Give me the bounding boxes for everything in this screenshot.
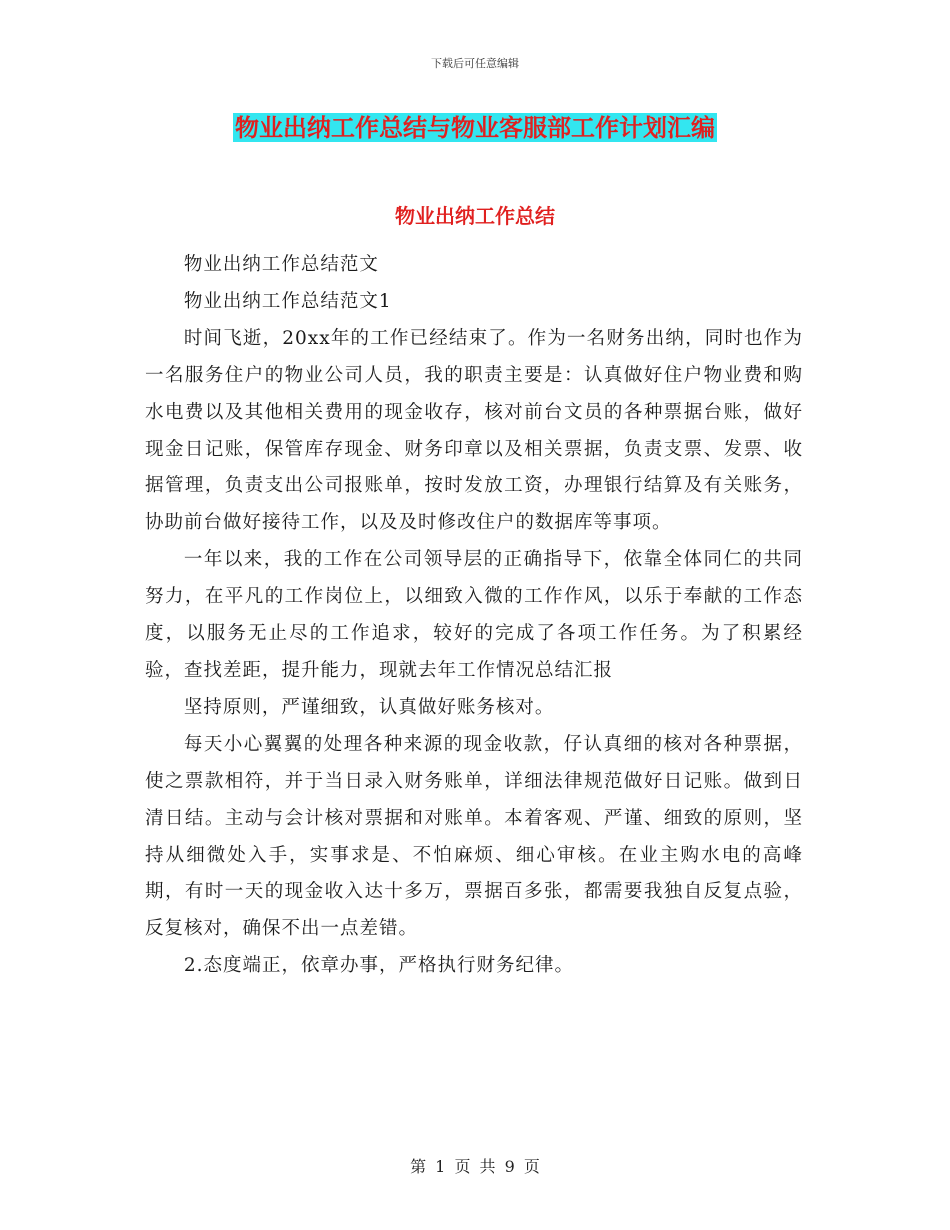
- page-header-note: 下载后可任意编辑: [431, 57, 519, 70]
- paragraph: 2.态度端正，依章办事，严格执行财务纪律。: [183, 955, 574, 977]
- section-title: 物业出纳工作总结: [395, 204, 555, 228]
- paragraph: 每天小心翼翼的处理各种来源的现金收款，仔认真细的核对各种票据，使之票款相符，并于当日录入财务账单，详细法律规范做好日记账。做到日清日结。主动与会计核对票据和对账单。本着客观、严谨、细致的原则，坚持从细微处入手，实事求是、不怕麻烦、细心审核。在业主购水电的高峰期，有时一天的现金收入达十多万，票据百多张，都需要我独自反复点验，反复核对，确保不出一点差错。: [145, 733, 803, 940]
- paragraph: 物业出纳工作总结范文: [183, 254, 379, 275]
- document-title: [0, 110, 950, 146]
- paragraph: 一年以来，我的工作在公司领导层的正确指导下，依靠全体同仁的共同努力，在平凡的工作岗位上，以细致入微的工作作风，以乐于奉献的工作态度，以服务无止尽的工作追求，较好的完成了各项工作任务。为了积累经验，查找差距，提升能力，现就去年工作情况总结汇报: [145, 549, 803, 681]
- paragraph: 坚持原则，严谨细致，认真做好账务核对。: [183, 696, 555, 718]
- document-title-text: 物业出纳工作总结与物业客服部工作计划汇编: [235, 113, 715, 142]
- paragraph: 物业出纳工作总结范文1: [183, 290, 392, 312]
- paragraph: 时间飞逝，20xx年的工作已经结束了。作为一名财务出纳，同时也作为一名服务住户的物业公司人员，我的职责主要是：认真做好住户物业费和购水电费以及其他相关费用的现金收存，核对前台文员的各种票据台账，做好现金日记账，保管库存现金、财务印章以及相关票据，负责支票、发票、收据管理，负责支出公司报账单，按时发放工资，办理银行结算及有关账务，协助前台做好接待工作，以及及时修改住户的数据库等事项。: [145, 327, 803, 534]
- document-body: [145, 247, 803, 985]
- page-number: 第 1 页 共 9 页: [410, 1157, 540, 1176]
